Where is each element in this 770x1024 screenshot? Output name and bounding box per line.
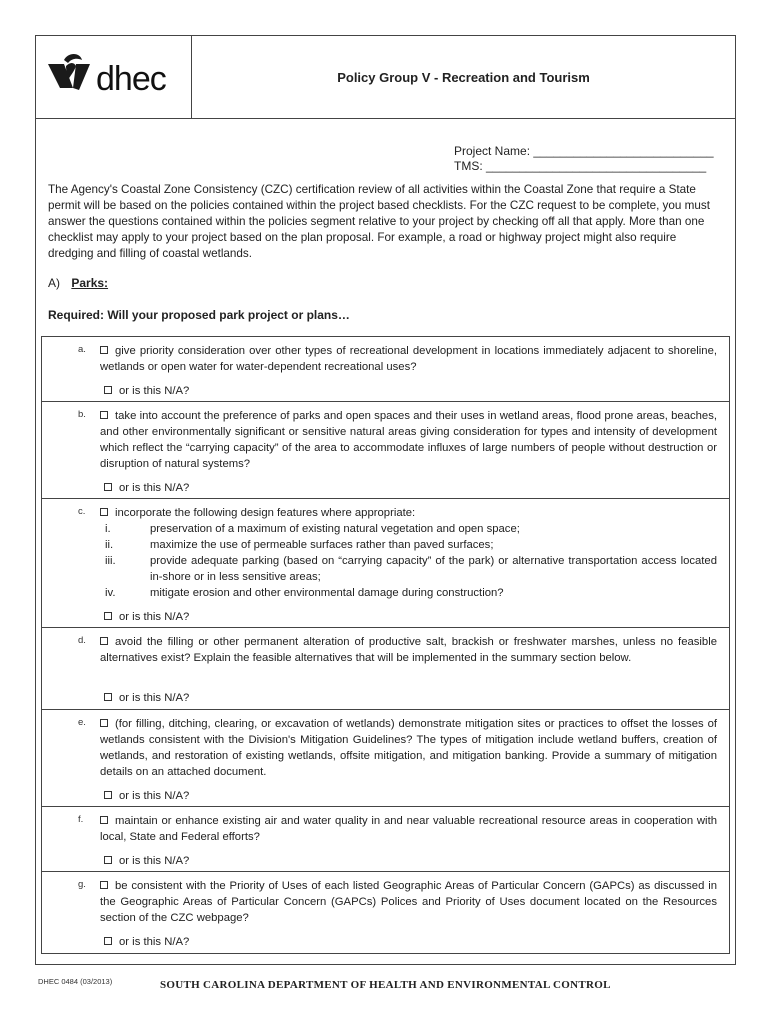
item-label: give priority consideration over other types of recreational development in locations immediately adjacent to shoreline, wetlands or open water for water-dependent recreational uses? [100,345,717,373]
checklist-row [42,807,729,872]
item-label: be consistent with the Priority of Uses of each listed Geographic Areas of Particular Concern (GAPCs) as discussed in the Geographic Areas of Particular Concern (GAPCs) Polices and Priority of Uses document located on the Resources section of the CZC webpage? [100,880,717,924]
na-option [104,790,189,802]
na-label: or is this N/A? [119,790,190,802]
item-label: incorporate the following design features where appropriate: [115,507,416,519]
item-checkbox[interactable] [100,816,108,824]
na-checkbox[interactable] [104,937,112,945]
item-text [100,408,717,472]
sub-item-text: provide adequate parking (based on “carrying capacity” of the park) or alternative transportation access located in-shore or in less sensitive areas; [150,555,717,583]
na-checkbox[interactable] [104,612,112,620]
item-checkbox[interactable] [100,411,108,419]
item-letter: e. [78,717,86,728]
na-label: or is this N/A? [119,936,190,948]
form-header [36,36,735,119]
na-label: or is this N/A? [119,692,190,704]
checklist-row [42,337,729,402]
sub-item [100,521,717,537]
item-checkbox[interactable] [100,637,108,645]
item-label: maintain or enhance existing air and water quality in and near valuable recreational resource areas in cooperation with local, State and Federal efforts? [100,815,717,843]
sub-item [100,585,717,601]
item-checkbox[interactable] [100,881,108,889]
tms-field[interactable]: TMS: _________________________________ [454,159,707,173]
footer-organization: SOUTH CAROLINA DEPARTMENT OF HEALTH AND ENVIRONMENTAL CONTROL [160,979,611,991]
item-letter: d. [78,635,86,646]
checklist-table [41,336,730,954]
item-checkbox[interactable] [100,719,108,727]
na-checkbox[interactable] [104,693,112,701]
item-letter: a. [78,344,86,355]
sub-item-text: preservation of a maximum of existing natural vegetation and open space; [150,523,520,535]
sub-item [100,537,717,553]
item-label: take into account the preference of parks and open spaces and their uses in wetland areas, flood prone areas, beaches, and other environmentally significant or sensitive natural areas giving consideration for types and intensity of development which reflect the “carrying capacity” of the area to accommodate influxes of large numbers of people without destruction or disruption of natural systems? [100,410,717,470]
sub-item-number: ii. [105,539,114,551]
intro-paragraph: The Agency's Coastal Zone Consistency (CZC) certification review of all activities within the Coastal Zone that require a State permit will be based on the policies contained within the project based checklists. For the CZC request to be complete, you must answer the questions contained within the policies segment relative to your project by checking off all that apply. More than one checklist may apply to your project based on the plan proposal. For example, a road or highway project might also require dredging and filling of coastal wetlands. [48,183,710,260]
dhec-leaf-logo-icon [46,54,98,100]
na-option [104,482,189,494]
na-option [104,611,189,623]
project-info [454,144,714,174]
na-option [104,692,189,704]
section-letter: A) [48,276,60,290]
sub-item-text: maximize the use of permeable surfaces rather than paved surfaces; [150,539,494,551]
sub-item [100,553,717,585]
section-heading [48,276,108,290]
na-label: or is this N/A? [119,385,190,397]
item-text [100,505,717,601]
item-letter: c. [78,506,86,517]
checklist-row [42,499,729,628]
na-option [104,385,189,397]
form-frame [35,35,736,965]
checklist-row [42,402,729,499]
na-option [104,855,189,867]
na-label: or is this N/A? [119,611,190,623]
section-title: Parks: [71,276,109,290]
form-code: DHEC 0484 (03/2013) [38,977,113,986]
checklist-row [42,872,729,953]
item-checkbox[interactable] [100,346,108,354]
sub-item-number: i. [105,523,111,535]
sub-item-number: iii. [105,555,116,567]
logo-text: dhec [96,60,166,98]
item-text [100,343,717,375]
item-letter: b. [78,409,86,420]
checklist-row [42,628,729,710]
item-text [100,813,717,845]
na-checkbox[interactable] [104,483,112,491]
sub-item-number: iv. [105,587,116,599]
page-title: Policy Group V - Recreation and Tourism [337,69,590,85]
item-checkbox[interactable] [100,508,108,516]
item-label: (for filling, ditching, clearing, or excavation of wetlands) demonstrate mitigation sites or practices to offset the losses of wetlands consistent with the Division's Mitigation Guidelines? The types of mitigation include wetland buffers, creation of wetlands, and restoration of existing wetlands, offsite mitigation, and mitigation banking. Provide a summary of mitigation details on an attached document. [100,718,717,778]
sub-item-text: mitigate erosion and other environmental damage during construction? [150,587,504,599]
project-name-field[interactable]: Project Name: ___________________________ [454,144,714,158]
item-letter: g. [78,879,86,890]
na-label: or is this N/A? [119,855,190,867]
na-checkbox[interactable] [104,386,112,394]
na-checkbox[interactable] [104,856,112,864]
item-text [100,878,717,926]
na-label: or is this N/A? [119,482,190,494]
logo-cell [36,36,192,118]
item-letter: f. [78,814,84,825]
item-label: avoid the filling or other permanent alteration of productive salt, brackish or freshwater marshes, unless no feasible alternatives exist? Explain the feasible alternatives that will be implemented in the summary section below. [100,636,717,664]
item-text [100,634,717,666]
item-text [100,716,717,780]
na-option [104,936,189,948]
na-checkbox[interactable] [104,791,112,799]
checklist-row [42,710,729,807]
required-heading: Required: Will your proposed park project or plans… [48,308,350,322]
